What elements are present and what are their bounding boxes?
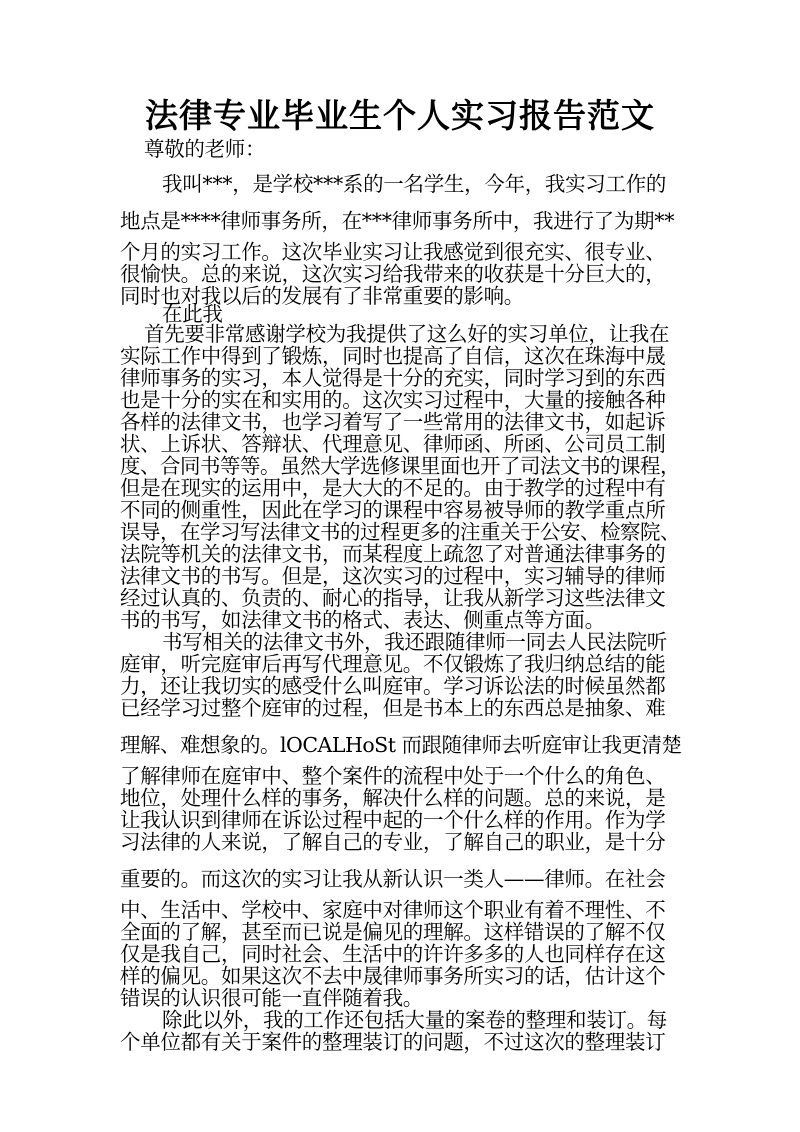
text-line: 但是在现实的运用中，是大大的不足的。由于教学的过程中有 bbox=[120, 476, 666, 500]
text-line: 样的偏见。如果这次不去中晟律师事务所实习的话，估计这个 bbox=[120, 964, 666, 988]
text-line: 了解律师在庭审中、整个案件的流程中处于一个什么的角色、 bbox=[120, 764, 666, 788]
text-line: 不同的侧重性，因此在学习的课程中容易被导师的教学重点所 bbox=[120, 498, 666, 522]
text-line: 地点是****律师事务所，在***律师事务所中，我进行了为期** bbox=[120, 209, 675, 233]
text-line: 全面的了解，甚至而已说是偏见的理解。这样错误的了解不仅 bbox=[120, 920, 666, 944]
text-line: 经过认真的、负责的、耐心的指导，让我从新学习这些法律文 bbox=[120, 586, 666, 610]
text-line: 书写相关的法律文书外，我还跟随律师一同去人民法院听 bbox=[162, 630, 667, 654]
text-line: 法院等机关的法律文书，而某程度上疏忽了对普通法律事务的 bbox=[120, 542, 666, 566]
text-line: 地位，处理什么样的事务，解决什么样的问题。总的来说，是 bbox=[120, 786, 666, 810]
text-line: 在此我 bbox=[162, 302, 223, 326]
text-line: 误导，在学习写法律文书的过程更多的注重关于公安、检察院、 bbox=[120, 520, 680, 544]
text-line: 实际工作中得到了锻炼，同时也提高了自信，这次在珠海中晟 bbox=[120, 344, 666, 368]
text-line: 重要的。而这次的实习让我从新认识一类人——律师。在社会 bbox=[120, 867, 666, 891]
text-line: 个单位都有关于案件的整理装订的问题，不过这次的整理装订 bbox=[120, 1030, 666, 1054]
text-line: 我叫***，是学校***系的一名学生，今年，我实习工作的 bbox=[162, 172, 667, 196]
text-line: 已经学习过整个庭审的过程，但是书本上的东西总是抽象、难 bbox=[120, 696, 666, 720]
text-line: 很愉快。总的来说，这次实习给我带来的收获是十分巨大的， bbox=[120, 262, 666, 286]
text-line: 首先要非常感谢学校为我提供了这么好的实习单位，让我在 bbox=[144, 322, 670, 346]
document-title: 法律专业毕业生个人实习报告范文 bbox=[145, 96, 655, 135]
text-line: 习法律的人来说，了解自己的专业，了解自己的职业，是十分 bbox=[120, 830, 666, 854]
text-line: 各样的法律文书，也学习着写了一些常用的法律文书，如起诉 bbox=[120, 410, 666, 434]
text-line: 除此以外，我的工作还包括大量的案卷的整理和装订。每 bbox=[162, 1008, 667, 1032]
text-line: 个月的实习工作。这次毕业实习让我感觉到很充实、很专业、 bbox=[120, 240, 666, 264]
text-line: 法律文书的书写。但是，这次实习的过程中，实习辅导的律师 bbox=[120, 564, 666, 588]
text-line: 状、上诉状、答辩状、代理意见、律师函、所函、公司员工制 bbox=[120, 432, 666, 456]
text-line: 理解、难想象的。lOCALHoSt 而跟随律师去听庭审让我更清楚 bbox=[120, 733, 682, 757]
text-line: 力，还让我切实的感受什么叫庭审。学习诉讼法的时候虽然都 bbox=[120, 674, 666, 698]
text-line: 让我认识到律师在诉讼过程中起的一个什么样的作用。作为学 bbox=[120, 808, 666, 832]
text-line: 书的书写，如法律文书的格式、表达、侧重点等方面。 bbox=[120, 608, 605, 632]
text-line: 错误的认识很可能一直伴随着我。 bbox=[120, 986, 423, 1010]
text-line: 中、生活中、学校中、家庭中对律师这个职业有着不理性、不 bbox=[120, 898, 666, 922]
text-line: 律师事务的实习，本人觉得是十分的充实，同时学习到的东西 bbox=[120, 366, 666, 390]
text-line: 仅是我自己，同时社会、生活中的许许多多的人也同样存在这 bbox=[120, 942, 666, 966]
text-line: 尊敬的老师： bbox=[144, 137, 266, 161]
text-line: 庭审，听完庭审后再写代理意见。不仅锻炼了我归纳总结的能 bbox=[120, 652, 666, 676]
text-line: 也是十分的实在和实用的。这次实习过程中，大量的接触各种 bbox=[120, 388, 666, 412]
text-line: 同时也对我以后的发展有了非常重要的影响。 bbox=[120, 284, 524, 308]
text-line: 度、合同书等等。虽然大学选修课里面也开了司法文书的课程， bbox=[120, 454, 680, 478]
